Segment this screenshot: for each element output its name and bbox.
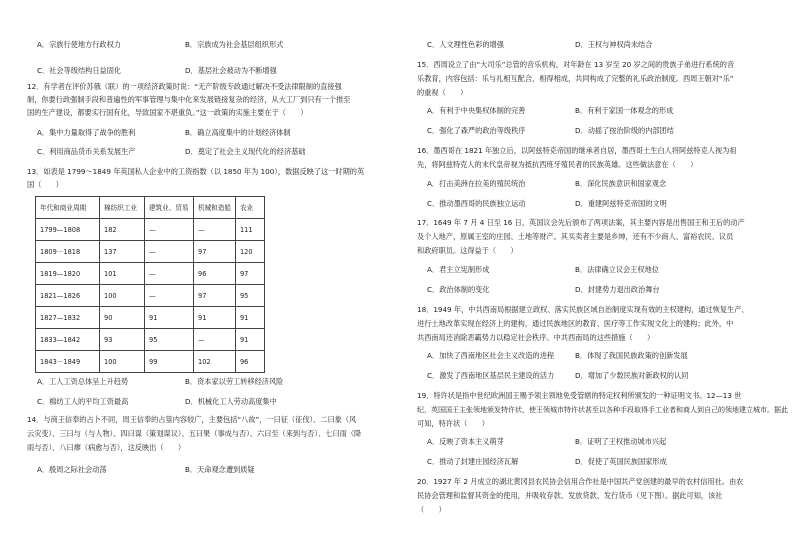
q16-stem-line-2: 先，将阿兹特克人的末代皇帝视为抵抗西班牙殖民者的民族英雄。这些做法意在（ ） xyxy=(417,160,698,169)
table-cell: — xyxy=(145,285,194,307)
table-cell: — xyxy=(145,263,194,285)
q19-stem-line-3: 可知，特许状（ ） xyxy=(417,419,489,428)
q14-option-b[interactable]: B．天命观念遭到质疑 xyxy=(185,465,255,474)
table-cell: 100 xyxy=(100,285,145,307)
q13-option-d[interactable]: D．机械化工人劳动高度集中 xyxy=(185,397,277,406)
q14-option-a[interactable]: A．殷周之际社会动荡 xyxy=(37,465,107,474)
q17-option-c[interactable]: C．政治体制的变化 xyxy=(427,285,490,294)
q14-stem-line-3: 雨与否）、八曰瘳（病愈与否），这反映出（ ） xyxy=(27,443,186,452)
q18-option-c[interactable]: C．激发了西南地区基层民主建设的活力 xyxy=(427,371,555,380)
q16-option-c[interactable]: C．推动墨西哥的民族独立运动 xyxy=(427,199,526,208)
table-cell: 137 xyxy=(100,241,145,263)
q19-option-d[interactable]: D．促使了英国民族国家形成 xyxy=(575,457,667,466)
q15-option-c[interactable]: C．强化了森严的政治等级秩序 xyxy=(427,126,526,135)
table-header-cell: 建筑业、贸易 xyxy=(145,197,194,219)
q19-option-a[interactable]: A．反映了资本主义萌芽 xyxy=(427,437,504,446)
q16-stem-line-1: 16．墨西哥在 1821 年独立后，以阿兹特克帝国的继承者自居，墨西哥土生白人将阿兹特克人视为祖 xyxy=(417,146,737,155)
q16-option-d[interactable]: D．重建阿兹特克帝国的文明 xyxy=(575,199,667,208)
table-cell: — xyxy=(145,219,194,241)
right-column xyxy=(417,0,792,550)
q13-stem-line-1: 13．如表是 1799～1849 年英国私人企业中的工资指数（以 1850 年为 100），数据反映了这一时期的英 xyxy=(27,167,365,176)
q19-stem-line-2: 纪，英国国王主张领地颁发特许状，使王领城市特许状甚至以各种手段取得手工业者和商人到自己的领地建立城市。据此 xyxy=(417,406,788,414)
q11-option-d[interactable]: D．基层社会被动为不断增强 xyxy=(185,66,277,75)
table-cell: 91 xyxy=(235,329,264,351)
table-row xyxy=(36,351,265,373)
table-cell: 1819—1820 xyxy=(36,263,100,285)
table-row xyxy=(36,285,265,307)
q13-option-a[interactable]: A．工人工资总体呈上升趋势 xyxy=(37,377,129,386)
q18-option-a[interactable]: A．加快了西南地区社会主义改造的进程 xyxy=(427,351,555,360)
table-cell: 95 xyxy=(145,329,194,351)
q12-stem-line-1: 12．有学者在评价苏俄（联）的一项经济政策时说：“无产阶级专政通过解决不受法律限制的直接强 xyxy=(27,82,342,91)
q18-option-b[interactable]: B．体现了我国民族政策的创新发展 xyxy=(575,351,688,360)
table-row xyxy=(36,241,265,263)
table-cell: 1799—1808 xyxy=(36,219,100,241)
table-cell: 97 xyxy=(194,241,236,263)
table-cell: 99 xyxy=(145,351,194,373)
q15-stem-line-1: 15．西周设立了由“大司乐”总管的音乐机构，对年龄在 13 岁至 20 岁之间的贵族子弟进行系统的音 xyxy=(417,60,735,69)
q16-option-b[interactable]: B．深化民族意识和国家观念 xyxy=(575,179,667,188)
table-header-row xyxy=(36,197,265,219)
q15-option-a[interactable]: A．有利于中央集权体制的完善 xyxy=(427,106,526,115)
table-cell: 111 xyxy=(235,219,264,241)
table-cell: 91 xyxy=(235,307,264,329)
q14-stem-line-2: 云灾变）、三曰与（与人物）、四曰谋（策划谋议）、五曰果（事成与否）、六曰至（来到与否）、七曰雨（降 xyxy=(27,429,362,438)
table-cell: — xyxy=(145,241,194,263)
q15-option-b[interactable]: B．有利于家国一体观念的形成 xyxy=(575,106,674,115)
q17-option-b[interactable]: B．法律确立议会王权地位 xyxy=(575,265,659,274)
q17-stem-line-1: 17．1649 年 7 月 4 日至 16 日，英国议会先后颁布了两项法案，其主要内容是出售国王和王后的动产 xyxy=(417,218,745,227)
q18-stem-line-2: 进行土地改革实现在经济上的建构，通过民族地区的教育、医疗等工作实现文化上的建构；此外，中 xyxy=(417,319,734,328)
table-cell: 93 xyxy=(100,329,145,351)
q15-option-d[interactable]: D．动摇了按治阶级的内部团结 xyxy=(575,126,674,135)
q18-option-d[interactable]: D．增加了少数民族对新政权的认同 xyxy=(575,371,689,380)
q12-stem-line-2: 制，你要行政强制手段和普遍性的军事管理与集中化来发展链接复杂的经济，从大工厂到只有一个推至 xyxy=(27,95,351,104)
table-row xyxy=(36,219,265,241)
table-header-cell: 棉纺织工业 xyxy=(100,197,145,219)
q17-stem-line-2: 及个人地产，原属王室的庄园、土地等财产。其买卖者主要是乡绅，还有不少商人、富裕农民、议员 xyxy=(417,232,734,241)
table-cell: 1821—1826 xyxy=(36,285,100,307)
table-cell: 182 xyxy=(100,219,145,241)
q12-option-b[interactable]: B．确立高度集中的计划经济体制 xyxy=(185,128,291,137)
table-header-cell: 农业 xyxy=(235,197,264,219)
q17-option-a[interactable]: A．君主立宪制形成 xyxy=(427,265,490,274)
table-cell: — xyxy=(194,219,236,241)
table-cell: 97 xyxy=(235,263,264,285)
q11-option-c[interactable]: C．社会等级结构日益固化 xyxy=(37,66,122,75)
table-cell: 1809－1818 xyxy=(36,241,100,263)
q19-stem-line-1: 19．特许状是指中世纪欧洲国王赐予领主领地免受管辖的特定权利所颁发的一种证明文书。12—13 世 xyxy=(417,391,742,400)
q13-option-c[interactable]: C．棉纺工人的平均工资最高 xyxy=(37,397,129,406)
table-cell: 1843－1849 xyxy=(36,351,100,373)
table-cell: — xyxy=(194,329,236,351)
table-cell: 97 xyxy=(194,285,236,307)
table-cell: 102 xyxy=(194,351,236,373)
table-header-cell: 年代和商业周期 xyxy=(36,197,100,219)
q19-option-b[interactable]: B．证明了王权推动城市兴起 xyxy=(575,437,667,446)
q15-stem-line-2: 乐教育，内容包括：乐与礼相互配合，相得相成，共同构成了完整的礼乐政治制度。西周王朝对“乐” xyxy=(417,74,734,83)
q20-stem-line-2: 民协会管理和监督其资金的使用，并吸收存款、发放贷款、发行货币（见下图）。据此可知，该社 xyxy=(417,491,723,500)
q18-stem-line-3: 共西南局还消除恶霸势力以稳定社会秩序。中共西南局的这些措施（ ） xyxy=(417,333,655,342)
q15-stem-line-3: 的重视（ ） xyxy=(417,88,468,97)
q16-option-a[interactable]: A．打击美洲在拉美的殖民统治 xyxy=(427,179,526,188)
q17-option-d[interactable]: D．封建势力退出政治舞台 xyxy=(575,285,660,294)
q12-option-d[interactable]: D．奠定了社会主义现代化的经济基础 xyxy=(185,147,306,156)
table-row xyxy=(36,263,265,285)
q18-stem-line-1: 18．1949 年，中共西南局根据建立政权、落实民族区域自治制度实现有效的主权建构，通过恢复生产、 xyxy=(417,305,749,314)
q13-stem-line-2: 国（ ） xyxy=(27,180,63,189)
table-cell: 91 xyxy=(194,307,236,329)
table-cell: 96 xyxy=(235,351,264,373)
left-column xyxy=(27,0,402,550)
q14-option-c[interactable]: C．人文理性色彩的增强 xyxy=(427,40,504,49)
q20-stem-line-3: （ ） xyxy=(417,505,446,514)
q12-option-a[interactable]: A．集中力量取得了战争的胜利 xyxy=(37,128,136,137)
table-cell: 101 xyxy=(100,263,145,285)
q11-option-a[interactable]: A．宗族行使地方行政权力 xyxy=(37,40,121,49)
table-row xyxy=(36,329,265,351)
q19-option-c[interactable]: C．推动了封建庄园经济瓦解 xyxy=(427,457,519,466)
q13-option-b[interactable]: B．资本家以劳工转移经济风险 xyxy=(185,377,284,386)
table-cell: 96 xyxy=(194,263,236,285)
wage-index-table xyxy=(35,196,265,373)
table-cell: 95 xyxy=(235,285,264,307)
q14-option-d[interactable]: D．王权与神权尚未结合 xyxy=(575,40,653,49)
table-cell: 1833—1842 xyxy=(36,329,100,351)
table-cell: 91 xyxy=(145,307,194,329)
table-cell: 90 xyxy=(100,307,145,329)
q11-option-b[interactable]: B．宗族成为社会基层组织形式 xyxy=(185,40,284,49)
table-cell: 100 xyxy=(100,351,145,373)
q14-stem-line-1: 14．与商王信奉的占卜不同，周王信奉的占筮内容较广，主要包括“八故”，一曰征（征伐）、二曰象（风 xyxy=(27,415,357,424)
table-cell: 120 xyxy=(235,241,264,263)
q12-stem-line-3: 国的生产建设，都要实行国有化，导致国家不堪重负。”这一政策的实施主要在于（ ） xyxy=(27,108,308,117)
q20-stem-line-1: 20．1927 年 2 月成立的湖北黄冈县农民协会信用合作社是中国共产党创建的最早的农村信用社。由农 xyxy=(417,477,744,486)
table-row xyxy=(36,307,265,329)
table-cell: 1827—1832 xyxy=(36,307,100,329)
q12-option-c[interactable]: C．利用商品货币关系发展生产 xyxy=(37,147,136,156)
q17-stem-line-3: 和政府职员。这得益于（ ） xyxy=(417,246,518,255)
table-header-cell: 机械和造船 xyxy=(194,197,236,219)
